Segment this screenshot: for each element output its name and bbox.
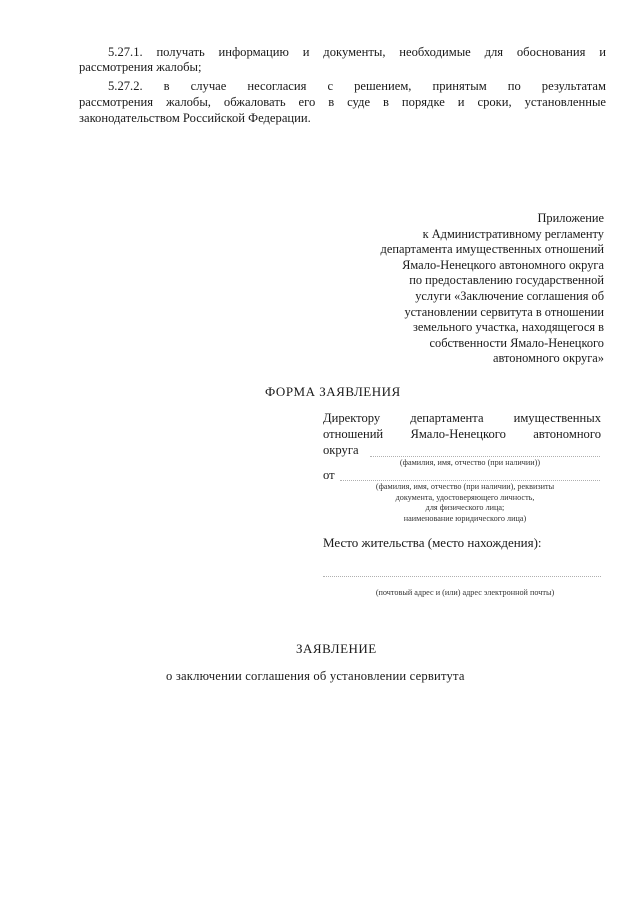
from-label: от xyxy=(323,468,335,482)
clause-5-27-1-line2: рассмотрения жалобы; xyxy=(79,60,202,74)
statement-title: ЗАЯВЛЕНИЕ xyxy=(296,641,377,656)
appendix-line: Ямало-Ненецкого автономного округа xyxy=(402,257,604,272)
appendix-line: по предоставлению государственной xyxy=(409,273,604,288)
appendix-line: собственности Ямало-Ненецкого xyxy=(429,335,604,350)
appendix-line: автономного округа» xyxy=(492,351,604,366)
from-line xyxy=(340,480,600,481)
hint-director: (фамилия, имя, отчество (при наличии)) xyxy=(399,458,541,467)
appendix-line: Приложение xyxy=(537,211,604,225)
appendix-line: услуги «Заключение соглашения об xyxy=(415,288,604,303)
addressee-line1: Директору департамента имущественных xyxy=(323,411,601,425)
appendix-line: к Административному регламенту xyxy=(422,226,604,241)
clause-5-27-2-line1: 5.27.2. в случае несогласия с решением, принятым по результатам xyxy=(108,79,606,93)
hint-from-line: документа, удостоверяющего личность, xyxy=(395,492,535,502)
residence-label: Место жительства (место нахождения): xyxy=(323,535,542,550)
clause-5-27-1-line1: 5.27.1. получать информацию и документы, необходимые для обоснования и xyxy=(108,45,606,59)
addressee-line2: отношений Ямало-Ненецкого автономного xyxy=(323,427,601,441)
appendix-line: департамента имущественных отношений xyxy=(380,242,604,257)
appendix-line: земельного участка, находящегося в xyxy=(413,320,604,335)
appendix-block xyxy=(304,211,604,367)
hint-address: (почтовый адрес и (или) адрес электронной почты) xyxy=(375,588,555,597)
addressee-line3: округа xyxy=(323,443,359,457)
clause-5-27-2-line3: законодательством Российской Федерации. xyxy=(79,111,311,125)
hint-from-line: наименование юридического лица) xyxy=(403,513,527,523)
form-title: ФОРМА ЗАЯВЛЕНИЯ xyxy=(265,384,401,399)
statement-subtitle: о заключении соглашения об установлении сервитута xyxy=(166,669,465,683)
hint-from-line: (фамилия, имя, отчество (при наличии), реквизиты xyxy=(375,482,555,491)
hint-from xyxy=(330,482,600,524)
appendix-line: установлении сервитута в отношении xyxy=(404,304,604,319)
director-name-line xyxy=(370,456,600,457)
clause-5-27-2-line2: рассмотрения жалобы, обжаловать его в суде в порядке и сроки, установленные xyxy=(79,95,606,109)
residence-line xyxy=(323,576,601,577)
hint-from-line: для физического лица; xyxy=(425,503,505,512)
